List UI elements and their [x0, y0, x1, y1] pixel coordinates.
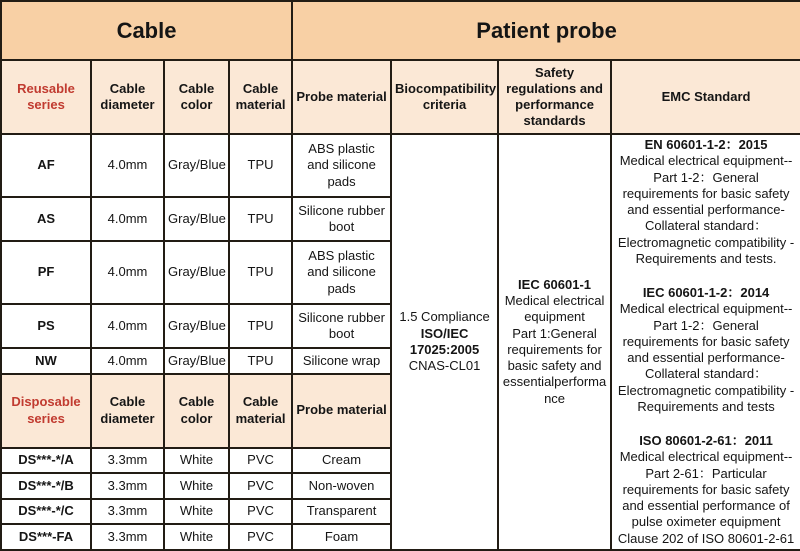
safety-standard-title: IEC 60601-1	[518, 276, 592, 292]
biocompatibility-cnas: CNAS-CL01	[408, 358, 481, 374]
disposable-series-header: Disposable series	[1, 374, 91, 448]
diameter-cell: 3.3mm	[91, 473, 164, 499]
safety-header: Safety regulations and performance standards	[498, 60, 611, 134]
safety-cell	[498, 134, 611, 550]
material-cell: PVC	[229, 473, 292, 499]
cable-material-header: Cable material	[229, 60, 292, 134]
biocompatibility-line: 1.5 Compliance	[399, 309, 490, 325]
emc-block	[615, 433, 797, 547]
series-cell: NW	[1, 348, 91, 374]
cable-diameter-header: Cable diameter	[91, 60, 164, 134]
biocompatibility-header: Biocompatibility criteria	[391, 60, 498, 134]
table-row	[1, 134, 800, 197]
color-cell: Gray/Blue	[164, 348, 229, 374]
color-cell: White	[164, 524, 229, 550]
color-cell: White	[164, 473, 229, 499]
material-cell: PVC	[229, 524, 292, 550]
series-cell: DS***-FA	[1, 524, 91, 550]
safety-body-line2: Part 1:General requirements for basic safety and essentialperformance	[502, 325, 607, 406]
material-cell: TPU	[229, 241, 292, 304]
material-cell: TPU	[229, 304, 292, 348]
probe-material-cell: Non-woven	[292, 473, 391, 499]
material-cell: PVC	[229, 499, 292, 525]
emc-standard-body: Medical electrical equipment-- Part 1-2：General requirements for basic safety and essential performance-Collateral standard：Electromagnetic compatibility - Requirements and tests	[617, 301, 795, 414]
series-cell: DS***-*/A	[1, 448, 91, 474]
emc-standard-body: Medical electrical equipment-- Part 1-2：General requirements for basic safety and essential performance-Collateral standard：Electromagnetic compatibility - Requirements and tests.	[617, 153, 795, 266]
group-header-row	[1, 1, 800, 60]
series-cell: PS	[1, 304, 91, 348]
series-cell: DS***-*/B	[1, 473, 91, 499]
diameter-cell: 4.0mm	[91, 348, 164, 374]
diameter-cell: 4.0mm	[91, 197, 164, 241]
emc-standard-clause: Clause 202 of ISO 80601-2-61	[617, 530, 795, 546]
color-cell: Gray/Blue	[164, 134, 229, 197]
series-cell: AF	[1, 134, 91, 197]
color-cell: White	[164, 448, 229, 474]
emc-block	[615, 137, 797, 267]
series-cell: AS	[1, 197, 91, 241]
biocompatibility-cell	[391, 134, 498, 550]
reusable-header-row	[1, 60, 800, 134]
color-cell: Gray/Blue	[164, 241, 229, 304]
emc-header: EMC Standard	[611, 60, 800, 134]
cable-group-header: Cable	[1, 1, 292, 60]
diameter-cell: 3.3mm	[91, 448, 164, 474]
material-cell: TPU	[229, 134, 292, 197]
emc-standard-title: IEC 60601-1-2：2014	[642, 285, 770, 300]
cable-diameter-header: Cable diameter	[91, 374, 164, 448]
cable-color-header: Cable color	[164, 60, 229, 134]
probe-material-cell: ABS plastic and silicone pads	[292, 241, 391, 304]
probe-material-header: Probe material	[292, 60, 391, 134]
probe-material-cell: Foam	[292, 524, 391, 550]
series-cell: DS***-*/C	[1, 499, 91, 525]
emc-standard-title: EN 60601-1-2：2015	[644, 137, 768, 152]
probe-material-cell: Silicone wrap	[292, 348, 391, 374]
cable-color-header: Cable color	[164, 374, 229, 448]
patient-probe-group-header: Patient probe	[292, 1, 800, 60]
emc-block	[615, 285, 797, 415]
diameter-cell: 3.3mm	[91, 524, 164, 550]
emc-standard-body: Medical electrical equipment-- Part 2-61：Particular requirements for basic safety and essential performance of pulse oximeter equipment	[619, 449, 793, 530]
diameter-cell: 4.0mm	[91, 134, 164, 197]
color-cell: Gray/Blue	[164, 197, 229, 241]
color-cell: White	[164, 499, 229, 525]
emc-standard-title: ISO 80601-2-61：2011	[639, 433, 773, 448]
series-cell: PF	[1, 241, 91, 304]
probe-material-cell: Silicone rubber boot	[292, 304, 391, 348]
probe-material-cell: ABS plastic and silicone pads	[292, 134, 391, 197]
probe-material-cell: Silicone rubber boot	[292, 197, 391, 241]
emc-cell	[611, 134, 800, 550]
reusable-series-header: Reusable series	[1, 60, 91, 134]
color-cell: Gray/Blue	[164, 304, 229, 348]
diameter-cell: 3.3mm	[91, 499, 164, 525]
diameter-cell: 4.0mm	[91, 241, 164, 304]
material-cell: TPU	[229, 348, 292, 374]
material-cell: TPU	[229, 197, 292, 241]
diameter-cell: 4.0mm	[91, 304, 164, 348]
probe-material-header: Probe material	[292, 374, 391, 448]
safety-body-line1: Medical electrical equipment	[504, 293, 605, 325]
material-cell: PVC	[229, 448, 292, 474]
probe-material-cell: Cream	[292, 448, 391, 474]
biocompatibility-standard: ISO/IEC 17025:2005	[409, 325, 480, 357]
cable-material-header: Cable material	[229, 374, 292, 448]
probe-material-cell: Transparent	[292, 499, 391, 525]
